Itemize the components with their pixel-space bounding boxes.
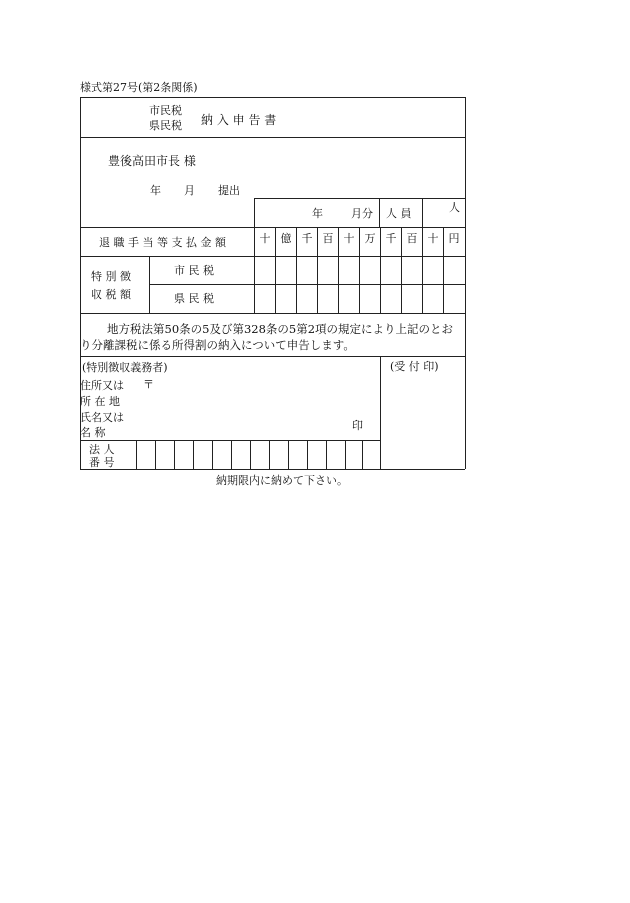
corp-digit-line: [288, 440, 289, 469]
digit-unit-label: 億: [280, 232, 292, 245]
special-collection-label-1: 特 別 徴: [91, 270, 131, 283]
submission-month-label: 月: [184, 184, 195, 197]
seal-mark: 印: [352, 419, 363, 432]
form-number-label: 様式第27号(第2条関係): [80, 81, 198, 94]
digit-unit-label: 十: [427, 232, 439, 245]
footer-note: 納期限内に納めて下さい。: [216, 474, 348, 487]
period-box-left: [254, 198, 255, 227]
prefecture-tax-label: 県 民 税: [174, 292, 214, 305]
amount-row-divider: [80, 256, 465, 257]
corp-digit-line: [307, 440, 308, 469]
header-divider: [80, 227, 465, 228]
special-collection-label-2: 収 税 額: [91, 288, 131, 301]
corp-number-label-1: 法 人: [89, 443, 115, 456]
frame-top: [80, 97, 465, 98]
tax-row-divider: [149, 284, 465, 285]
receipt-stamp-label: (受 付 印): [390, 360, 439, 373]
tax-type-city: 市民税: [149, 104, 182, 117]
submission-year-label: 年: [150, 184, 161, 197]
receipt-divider: [380, 356, 381, 469]
corp-digit-line: [155, 440, 156, 469]
corp-number-top: [80, 440, 380, 441]
digit-unit-label: 円: [448, 232, 460, 245]
digit-unit-label: 百: [406, 232, 418, 245]
staff-count-divider: [422, 198, 423, 227]
frame-bottom: [80, 469, 465, 470]
retirement-amount-label: 退 職 手 当 等 支 払 金 額: [99, 236, 226, 249]
city-tax-label: 市 民 税: [174, 264, 214, 277]
statement-divider: [80, 356, 465, 357]
corp-digit-line: [193, 440, 194, 469]
corp-digit-line: [269, 440, 270, 469]
period-staff-divider: [379, 198, 380, 227]
frame-right: [465, 97, 466, 469]
obligor-heading: (特別徴収義務者): [82, 361, 168, 374]
period-year-label: 年: [312, 207, 323, 220]
digit-unit-label: 千: [385, 232, 397, 245]
corp-digit-line: [250, 440, 251, 469]
corp-digit-line: [231, 440, 232, 469]
digit-unit-label: 十: [343, 232, 355, 245]
corp-digit-line: [212, 440, 213, 469]
digit-unit-label: 万: [364, 232, 376, 245]
corp-digit-line: [362, 440, 363, 469]
address-label-2: 所 在 地: [80, 395, 120, 408]
title-divider: [80, 137, 465, 138]
address-label-1: 住所又は: [80, 379, 124, 392]
name-label-2: 名 称: [80, 426, 106, 439]
submission-submitted-label: 提出: [218, 184, 240, 197]
tax-type-prefecture: 県民税: [149, 119, 182, 132]
statement-line-2: り分離課税に係る所得割の納入について申告します。: [80, 338, 355, 352]
staff-label: 人 員: [386, 207, 412, 220]
corp-digit-line: [326, 440, 327, 469]
period-box-top: [254, 198, 465, 199]
corp-digit-line: [345, 440, 346, 469]
digit-unit-label: 百: [322, 232, 334, 245]
corp-number-label-2: 番 号: [89, 456, 115, 469]
corp-digit-line: [136, 440, 137, 469]
corp-digit-line: [174, 440, 175, 469]
digit-unit-label: 十: [259, 232, 271, 245]
name-label-1: 氏名又は: [80, 411, 124, 424]
statement-line-1: 地方税法第50条の5及び第328条の5第2項の規定により上記のとお: [107, 322, 454, 336]
postal-mark: 〒: [143, 378, 154, 391]
document-title: 納 入 申 告 書: [201, 113, 277, 127]
period-month-label: 月分: [351, 207, 373, 220]
addressee: 豊後高田市長 様: [108, 154, 196, 168]
digit-unit-label: 千: [301, 232, 313, 245]
tax-section-bottom: [80, 313, 465, 314]
staff-unit: 人: [449, 201, 460, 214]
